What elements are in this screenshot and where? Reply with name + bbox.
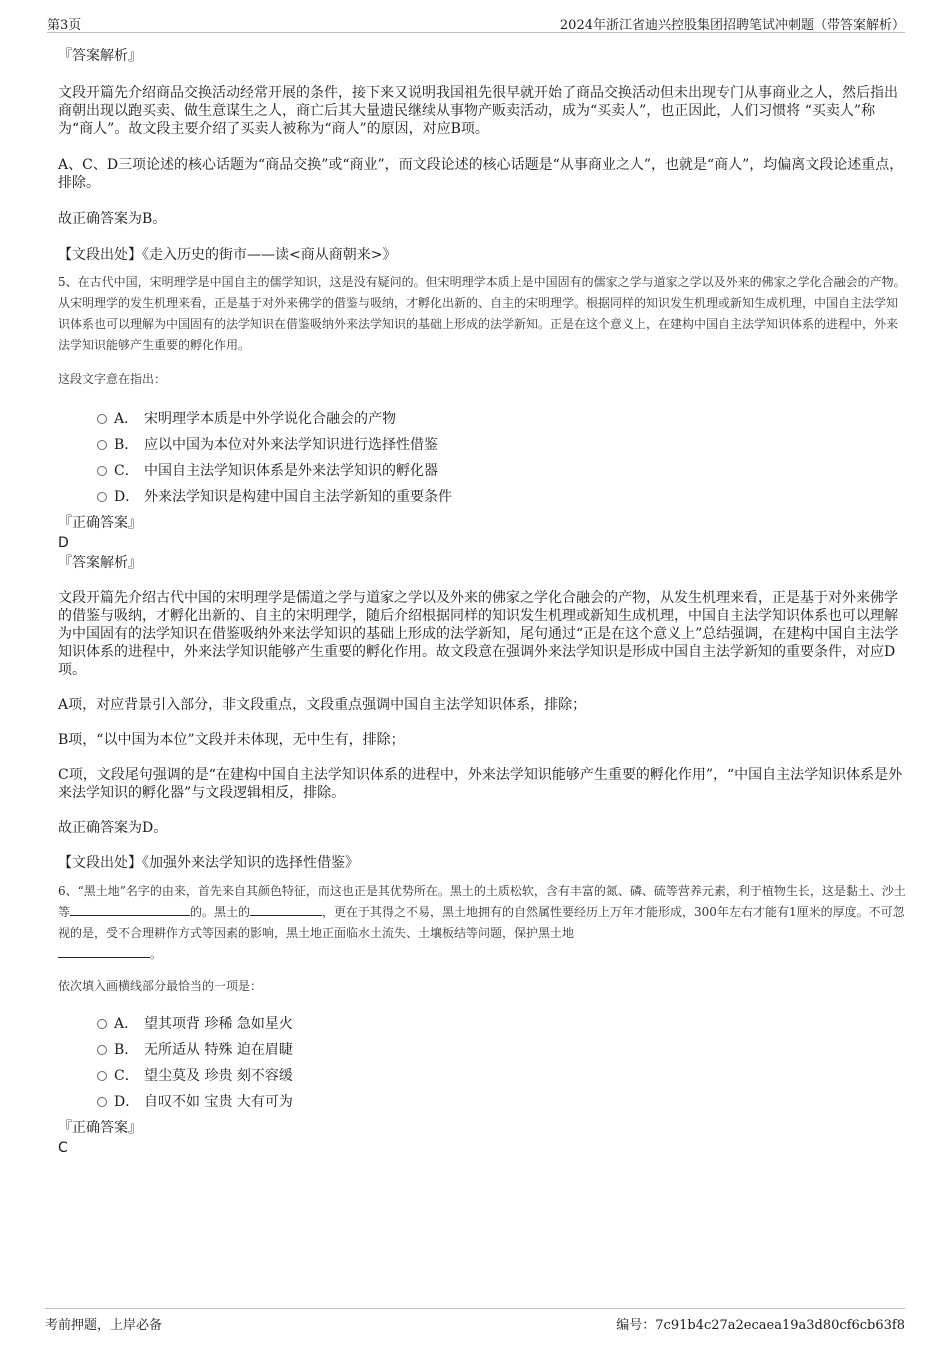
radio-button-icon[interactable] [97, 1045, 107, 1055]
answer-analysis-label: 『答案解析』 [58, 48, 142, 64]
page-header [47, 14, 905, 33]
question-6-stem: 6、“黑土地”名字的由来，首先来自其颜色特征，而这也正是其优势所在。黑土的土质松软，含有丰富的氮、磷、硫等营养元素，利于植物生长，这是黏土、沙土等 的。黑土的 ，更在于其得之不易，黑土地拥有的自然属性要经历上万年才能形成，300年左右才能有1厘米的厚度。不可忽视的是，受不合理耕作方式等因素的影响，黑土地正面临水土流失、土壤板结等问题，保护黑土地 。 [58, 884, 906, 961]
analysis-paragraph: B项，“以中国为本位”文段并未体现，无中生有，排除； [58, 732, 405, 748]
analysis-conclusion: 故正确答案为D。 [58, 820, 168, 836]
option-b[interactable]: B． 无所适从 特殊 迫在眉睫 [58, 1037, 908, 1063]
correct-answer-value: C [58, 1140, 68, 1156]
correct-answer-value: D [58, 535, 69, 551]
page-number: 第3页 [47, 18, 82, 33]
fill-blank-2[interactable] [250, 903, 322, 916]
option-d[interactable]: D． 外来法学知识是构建中国自主法学新知的重要条件 [58, 484, 908, 510]
question-5-stem: 5、在古代中国，宋明理学是中国自主的儒学知识，这是没有疑问的。但宋明理学本质上是中国固有的儒家之学与道家之学以及外来的佛家之学化合融会的产物。从宋明理学的发生机理来看，正是基于对外来佛学的借鉴与吸纳，才孵化出新的、自主的宋明理学。根据同样的知识发生机理或新知生成机理，中国自主法学知识体系也可以理解为中国固有的法学知识在借鉴吸纳外来法学知识的基础上形成的法学新知。正是在这个意义上，在建构中国自主法学知识体系的进程中，外来法学知识能够产生重要的孵化作用。 [58, 275, 906, 352]
option-c[interactable]: C． 中国自主法学知识体系是外来法学知识的孵化器 [58, 458, 908, 484]
radio-button-icon[interactable] [97, 1071, 107, 1081]
source-citation: 【文段出处】《走入历史的街市——读<商从商朝来>》 [58, 247, 397, 263]
document-title: 2024年浙江省迪兴控股集团招聘笔试冲刺题（带答案解析） [559, 18, 905, 33]
correct-answer-label: 『正确答案』 [58, 1120, 142, 1136]
analysis-paragraph: C项，文段尾句强调的是“在建构中国自主法学知识体系的进程中，外来法学知识能够产生重要的孵化作用”，“中国自主法学知识体系是外来法学知识的孵化器”与文段逻辑相反，排除。 [58, 767, 903, 801]
question-5-prompt: 这段文字意在指出： [58, 372, 167, 386]
radio-button-icon[interactable] [97, 1019, 107, 1029]
question-6-prompt: 依次填入画横线部分最恰当的一项是： [58, 979, 263, 993]
option-a[interactable]: A． 宋明理学本质是中外学说化合融会的产物 [58, 406, 908, 432]
correct-answer-label: 『正确答案』 [58, 515, 142, 531]
fill-blank-1[interactable] [70, 903, 190, 916]
footer-slogan: 考前押题，上岸必备 [45, 1318, 163, 1333]
option-d[interactable]: D． 自叹不如 宝贵 大有可为 [58, 1089, 908, 1115]
analysis-paragraph: A项，对应背景引入部分，非文段重点，文段重点强调中国自主法学知识体系，排除； [58, 697, 587, 713]
radio-button-icon[interactable] [97, 492, 107, 502]
option-c[interactable]: C． 望尘莫及 珍贵 刻不容缓 [58, 1063, 908, 1089]
question-5-options [58, 406, 908, 510]
analysis-paragraph: 文段开篇先介绍商品交换活动经常开展的条件，接下来又说明我国祖先很早就开始了商品交换活动但未出现专门从事商业之人，然后指出商朝出现以跑买卖、做生意谋生之人，商亡后其大量遗民继续从事物产贩卖活动，成为“买卖人”，也正因此，人们习惯将 “买卖人”称为“商人”。故文段主要介绍了买卖人被称为“商人”的原因，对应B项。 [58, 85, 898, 137]
source-citation: 【文段出处】《加强外来法学知识的选择性借鉴》 [58, 855, 359, 871]
answer-analysis-label: 『答案解析』 [58, 555, 142, 571]
analysis-conclusion: 故正确答案为B。 [58, 211, 167, 227]
fill-blank-3[interactable] [58, 945, 150, 958]
analysis-paragraph: 文段开篇先介绍古代中国的宋明理学是儒道之学与道家之学以及外来的佛家之学化合融会的产物，从发生机理来看，正是基于对外来佛学的借鉴与吸纳，才孵化出新的、自主的宋明理学，随后介绍根据同样的知识发生机理或新知生成机理，中国自主法学知识体系也可以理解为中国固有的法学知识在借鉴吸纳外来法学知识的基础上形成的法学新知，尾句通过“正是在这个意义上”总结强调，在建构中国自主法学知识体系的进程中，外来法学知识能够产生重要的孵化作用。故文段意在强调外来法学知识是形成中国自主法学新知的重要条件，对应D项。 [58, 590, 899, 678]
option-b[interactable]: B． 应以中国为本位对外来法学知识进行选择性借鉴 [58, 432, 908, 458]
question-6-options [58, 1011, 908, 1115]
document-id: 编号：7c91b4c27a2ecaea19a3d80cf6cb63f8 [616, 1318, 905, 1333]
radio-button-icon[interactable] [97, 440, 107, 450]
page-footer [45, 1308, 905, 1331]
radio-button-icon[interactable] [97, 414, 107, 424]
radio-button-icon[interactable] [97, 466, 107, 476]
analysis-paragraph: A、C、D三项论述的核心话题为“商品交换”或“商业”，而文段论述的核心话题是“从事商业之人”，也就是“商人”，均偏离文段论述重点，排除。 [58, 157, 904, 191]
radio-button-icon[interactable] [97, 1097, 107, 1107]
page-content [58, 44, 908, 1157]
option-a[interactable]: A． 望其项背 珍稀 急如星火 [58, 1011, 908, 1037]
